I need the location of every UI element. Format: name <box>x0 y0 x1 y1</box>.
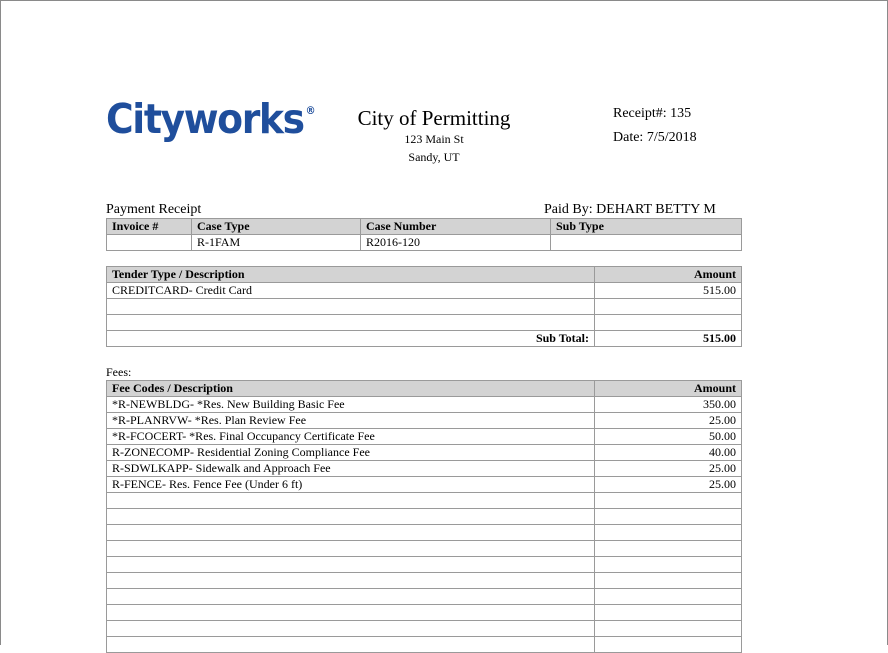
fee-amount-cell <box>595 557 742 573</box>
fee-amount-cell <box>595 493 742 509</box>
header-amount: Amount <box>595 267 742 283</box>
fee-description-cell <box>107 573 595 589</box>
table-row <box>107 589 742 605</box>
tender-amount-cell: 515.00 <box>595 283 742 299</box>
fee-amount-cell: 50.00 <box>595 429 742 445</box>
receipt-number: Receipt#: 135 <box>613 106 692 121</box>
fee-description-cell <box>107 605 595 621</box>
table-row <box>107 509 742 525</box>
table-row <box>107 445 742 461</box>
table-row <box>107 315 742 331</box>
header-invoice: Invoice # <box>107 219 192 235</box>
table-row <box>107 541 742 557</box>
table-row <box>107 637 742 653</box>
fee-amount-cell <box>595 621 742 637</box>
fee-amount-cell: 350.00 <box>595 397 742 413</box>
table-row <box>107 283 742 299</box>
fee-description-cell <box>107 509 595 525</box>
case-number-cell: R2016-120 <box>361 235 551 251</box>
fees-table <box>106 380 742 653</box>
subtotal-row <box>107 331 742 347</box>
logo-text: Cityworks <box>106 95 304 143</box>
fee-amount-cell: 40.00 <box>595 445 742 461</box>
table-row <box>107 605 742 621</box>
address-line-1: 123 Main St <box>404 132 464 146</box>
table-row <box>107 235 742 251</box>
subtotal-value: 515.00 <box>595 331 742 347</box>
fee-description-cell <box>107 493 595 509</box>
table-row <box>107 573 742 589</box>
receipt-info <box>613 106 697 154</box>
fee-description-cell <box>107 637 595 653</box>
fee-rows <box>107 397 742 653</box>
tender-table <box>106 266 742 347</box>
subtotal-label: Sub Total: <box>107 331 595 347</box>
sub-type-cell <box>551 235 742 251</box>
fee-amount-cell: 25.00 <box>595 477 742 493</box>
fee-amount-cell <box>595 525 742 541</box>
fee-description-cell: R-ZONECOMP- Residential Zoning Compliance Fee <box>107 445 595 461</box>
fee-description-cell <box>107 541 595 557</box>
table-row <box>107 413 742 429</box>
receipt-date: Date: 7/5/2018 <box>613 130 697 145</box>
header-sub-type: Sub Type <box>551 219 742 235</box>
fee-amount-cell <box>595 637 742 653</box>
case-table <box>106 218 742 251</box>
organization-block <box>334 106 534 166</box>
table-row <box>107 397 742 413</box>
fee-description-cell: *R-NEWBLDG- *Res. New Building Basic Fee <box>107 397 595 413</box>
tender-amount-cell <box>595 315 742 331</box>
fee-amount-cell: 25.00 <box>595 461 742 477</box>
table-row <box>107 621 742 637</box>
address-line-2: Sandy, UT <box>408 150 460 164</box>
table-row <box>107 493 742 509</box>
header-case-number: Case Number <box>361 219 551 235</box>
paid-by: Paid By: DEHART BETTY M <box>544 202 716 217</box>
tender-description-cell <box>107 315 595 331</box>
fees-table-header <box>107 381 742 397</box>
fee-amount-cell <box>595 605 742 621</box>
fee-amount-cell: 25.00 <box>595 413 742 429</box>
fee-description-cell: R-SDWLKAPP- Sidewalk and Approach Fee <box>107 461 595 477</box>
fee-description-cell: *R-FCOCERT- *Res. Final Occupancy Certificate Fee <box>107 429 595 445</box>
table-row <box>107 525 742 541</box>
fee-amount-cell <box>595 589 742 605</box>
fee-description-cell <box>107 557 595 573</box>
tender-description-cell <box>107 299 595 315</box>
header-tender-description: Tender Type / Description <box>107 267 595 283</box>
fee-amount-cell <box>595 573 742 589</box>
tender-description-cell: CREDITCARD- Credit Card <box>107 283 595 299</box>
tender-amount-cell <box>595 299 742 315</box>
case-table-header <box>107 219 742 235</box>
fee-description-cell <box>107 621 595 637</box>
header-fee-amount: Amount <box>595 381 742 397</box>
payment-receipt-heading: Payment Receipt <box>106 202 202 217</box>
invoice-cell <box>107 235 192 251</box>
cityworks-logo <box>106 95 316 143</box>
fee-description-cell <box>107 589 595 605</box>
registered-mark: ® <box>305 104 316 117</box>
table-row <box>107 557 742 573</box>
table-row <box>107 461 742 477</box>
fee-description-cell: *R-PLANRVW- *Res. Plan Review Fee <box>107 413 595 429</box>
organization-name: City of Permitting <box>357 106 511 130</box>
fee-amount-cell <box>595 509 742 525</box>
header-case-type: Case Type <box>192 219 361 235</box>
case-type-cell: R-1FAM <box>192 235 361 251</box>
table-row <box>107 477 742 493</box>
table-row <box>107 429 742 445</box>
fees-heading: Fees: <box>106 365 132 379</box>
header-fee-description: Fee Codes / Description <box>107 381 595 397</box>
fee-description-cell: R-FENCE- Res. Fence Fee (Under 6 ft) <box>107 477 595 493</box>
fee-description-cell <box>107 525 595 541</box>
tender-table-header <box>107 267 742 283</box>
table-row <box>107 299 742 315</box>
fee-amount-cell <box>595 541 742 557</box>
